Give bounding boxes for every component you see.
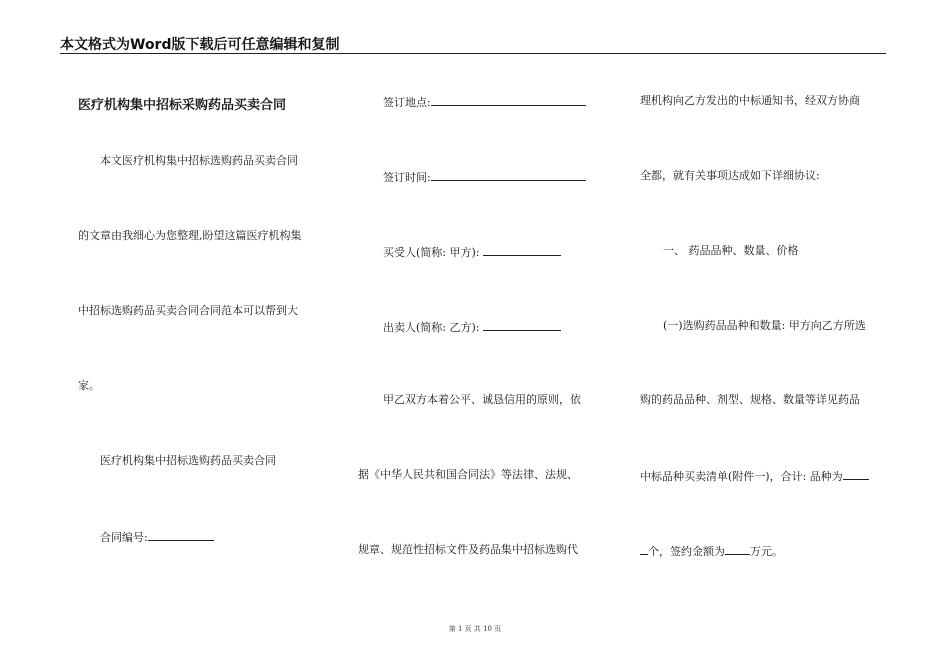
section-heading: 一、 药品品种、数量、价格 [663, 244, 799, 257]
body-line: 据《中华人民共和国合同法》等法律、法规、 [358, 468, 578, 481]
body-line: 中招标选购药品买卖合同合同范本可以帮到大 [78, 304, 298, 317]
contract-amount-field [640, 543, 783, 559]
page-number: 第 1 页 共 10 页 [448, 625, 502, 633]
body-line: (一)选购药品品种和数量: 甲方向乙方所选 [663, 319, 866, 332]
contract-amount-blank [725, 543, 750, 555]
contract-number-label: 合同编号: [100, 531, 148, 544]
body-line: 购的药品品种、剂型、规格、数量等详见药品 [640, 393, 860, 406]
sign-time-field [383, 169, 586, 185]
header-divider [60, 53, 886, 54]
header-title: 本文格式为Word版下载后可任意编辑和复制 [60, 37, 340, 53]
sign-place-blank [431, 94, 586, 106]
document-title: 医疗机构集中招标采购药品买卖合同 [78, 98, 287, 113]
sign-time-blank [431, 169, 586, 181]
sign-time-label: 签订时间: [383, 171, 431, 184]
sign-place-label: 签订地点: [383, 96, 431, 109]
buyer-label: 买受人(简称: 甲方): [383, 246, 483, 259]
contract-number-blank [148, 529, 214, 541]
body-line: 家。 [78, 379, 100, 392]
buyer-blank [483, 244, 561, 256]
contract-amount-label: 个，签约金额为 [648, 545, 725, 558]
seller-label: 出卖人(简称: 乙方): [383, 321, 483, 334]
variety-count-blank-cont [640, 543, 648, 555]
amount-unit: 万元。 [750, 545, 783, 558]
sign-place-field [383, 94, 586, 110]
body-line: 医疗机构集中招标选购药品买卖合同 [100, 454, 276, 467]
contract-number-field [100, 529, 214, 545]
variety-count-field [640, 468, 869, 484]
seller-blank [483, 319, 561, 331]
body-line: 规章、规范性招标文件及药品集中招标选购代 [358, 543, 578, 556]
variety-count-blank [843, 468, 869, 480]
body-line: 全都，就有关事项达成如下详细协议: [640, 169, 820, 182]
body-line: 的文章由我细心为您整理,盼望这篇医疗机构集 [78, 229, 302, 242]
seller-field [383, 319, 561, 335]
body-line: 甲乙双方本着公平、诚恳信用的原则，依 [383, 393, 581, 406]
buyer-field [383, 244, 561, 260]
body-line: 本文医疗机构集中招标选购药品买卖合同 [100, 154, 298, 167]
variety-count-label: 中标品种买卖清单(附件一)，合计: 品种为 [640, 470, 843, 483]
body-line: 理机构向乙方发出的中标通知书，经双方协商 [640, 94, 860, 107]
